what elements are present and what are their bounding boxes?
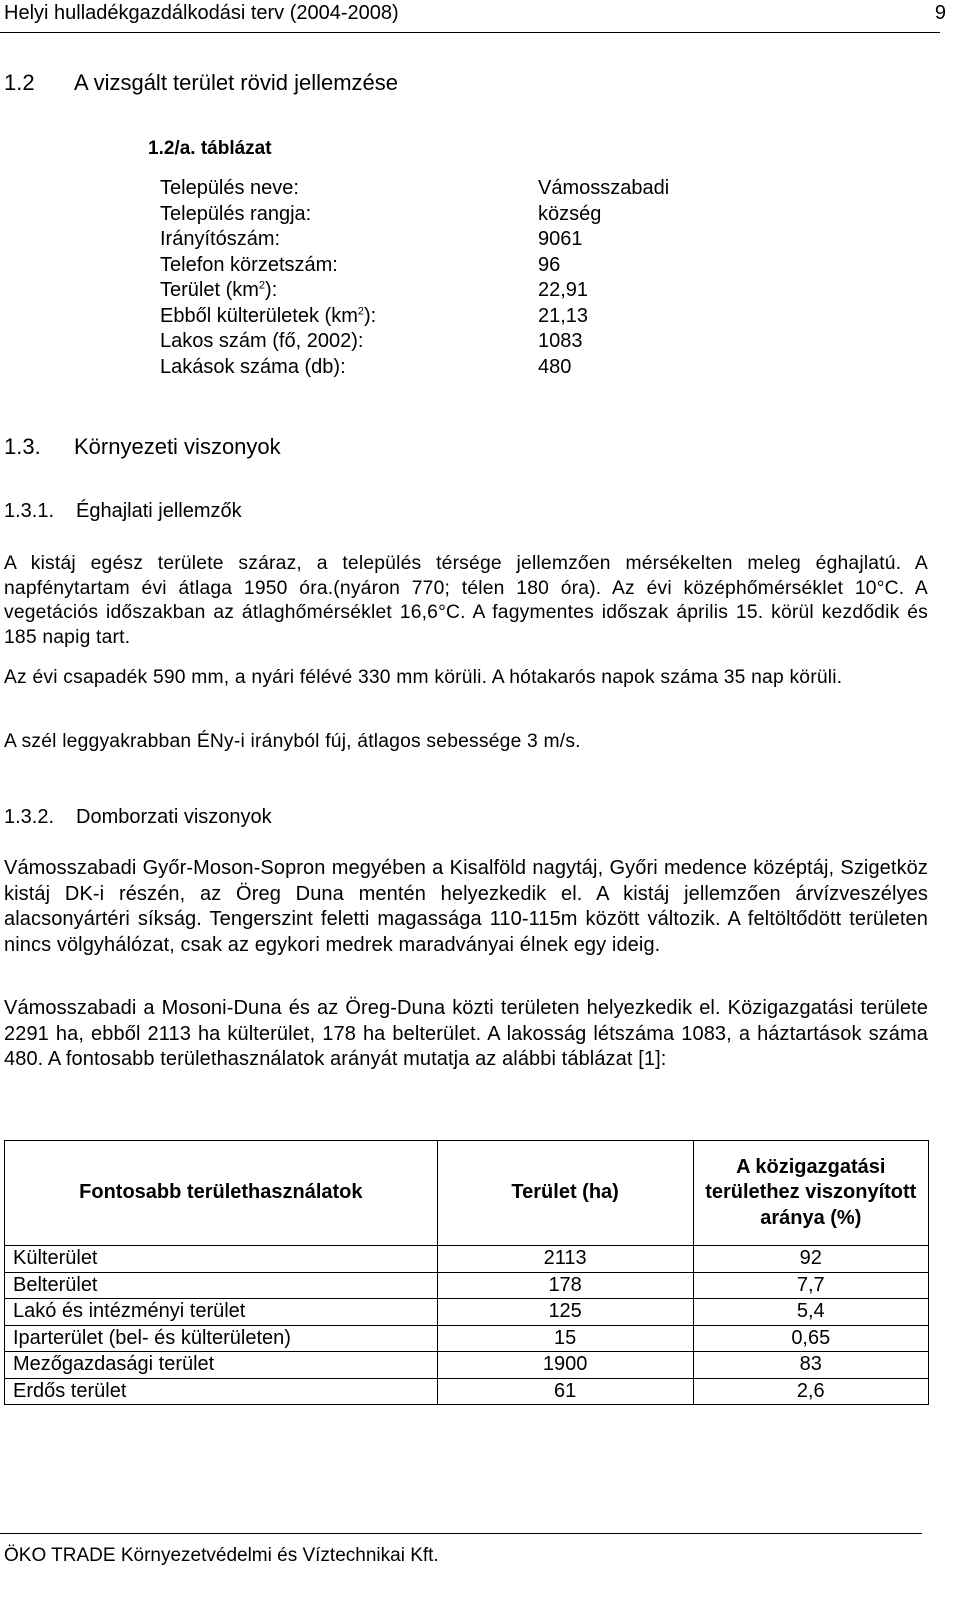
table-row: Iparterület (bel- és külterületen) 15 0,65 — [5, 1325, 929, 1352]
section-title: Éghajlati jellemzők — [76, 500, 242, 522]
header-divider — [0, 32, 940, 33]
section-number: 1.2 — [4, 70, 35, 95]
table-row: Erdős terület 61 2,6 — [5, 1378, 929, 1405]
climate-paragraph-2: Az évi csapadék 590 mm, a nyári félévé 330 mm körüli. A hótakarós napok száma 35 nap körüli. — [4, 667, 843, 688]
climate-paragraph-3: A szél leggyakrabban ÉNy-i irányból fúj, átlagos sebessége 3 m/s. — [4, 731, 581, 752]
section-1-2-heading — [4, 70, 398, 96]
footer-divider — [0, 1533, 922, 1534]
column-header-area: Terület (ha) — [437, 1141, 693, 1246]
info-row-outer-area: Ebből külterületek $(km^2)$: 21,13 — [160, 304, 589, 327]
info-row-rank: Település rangja: község — [160, 202, 602, 225]
table-header-row — [5, 1141, 929, 1246]
section-number: 1.3.2. — [4, 806, 55, 828]
info-row-name: Település neve: Vámosszabadi — [160, 177, 670, 199]
section-1-3-2-heading — [4, 806, 272, 829]
page-number: 9 — [934, 2, 946, 24]
info-row-area: Terület $(km^2)$: 22,91 — [160, 279, 589, 301]
section-number: 1.3. — [4, 434, 41, 459]
settlement-info-table — [160, 176, 669, 380]
section-1-3-1-heading — [4, 500, 242, 523]
section-title: Domborzati viszonyok — [76, 806, 272, 828]
table-row: Mezőgazdasági terület 1900 83 — [5, 1352, 929, 1379]
section-title: A vizsgált terület rövid jellemzése — [74, 70, 399, 95]
landuse-table — [4, 1140, 929, 1405]
page-footer: ÖKO TRADE Környezetvédelmi és Víztechnikai Kft. — [4, 1545, 439, 1566]
section-number: 1.3.1. — [4, 500, 55, 522]
table-a-caption: 1.2/a. táblázat — [148, 138, 272, 159]
column-header-landuse: Fontosabb területhasználatok — [5, 1141, 438, 1246]
info-row-population: Lakos szám (fő, 2002): 1083 — [160, 330, 583, 352]
climate-paragraph-1: A kistáj egész területe száraz, a település térsége jellemzően mérsékelten meleg éghajlatú. A napfénytartam évi átlaga 1950 óra.(nyáron 770; télen 180 óra). Az évi középhőmérséklet 10°C. A vegetációs időszakban az átlaghőmérséklet 16,6°C. A fagymentes időszak április 15. körül kezdődik és 185 napig tart. — [4, 553, 928, 648]
info-row-dwellings: Lakások száma (db): 480 — [160, 355, 572, 378]
relief-paragraph-1: Vámosszabadi Győr-Moson-Sopron megyében a Kisalföld nagytáj, Győri medence középtáj, Szigetköz kistáj DK-i részén, az Öreg Duna mentén helyezkedik el. A kistáj jellemzően árvízveszélyes alacsonyártéri síkság. Tengerszint feletti magassága 110-115m között változik. A feltöltődött területen nincs völgyhálózat, csak az egykori medrek maradványai élnek egy ideig. — [4, 857, 928, 957]
section-1-3-heading — [4, 434, 281, 460]
section-title: Környezeti viszonyok — [74, 434, 281, 459]
relief-paragraph-2: Vámosszabadi a Mosoni-Duna és az Öreg-Duna közti területen helyezkedik el. Közigazgatási területe 2291 ha, ebből 2113 ha külterület, 178 ha belterület. A lakosság létszáma 1083, a háztartások száma 480. A fontosabb területhasználatok arányát mutatja az alábbi táblázat [1]: — [4, 997, 928, 1071]
column-header-ratio: A közigazgatási területhez viszonyított aránya (%) — [693, 1141, 928, 1246]
page-header-title: Helyi hulladékgazdálkodási terv (2004-2008) — [4, 2, 399, 24]
info-row-phone-area: Telefon körzetszám: 96 — [160, 253, 561, 276]
table-row: Lakó és intézményi terület 125 5,4 — [5, 1299, 929, 1326]
table-row: Külterület 2113 92 — [5, 1246, 929, 1273]
table-row: Belterület 178 7,7 — [5, 1272, 929, 1299]
info-row-zip: Irányítószám: 9061 — [160, 228, 583, 250]
